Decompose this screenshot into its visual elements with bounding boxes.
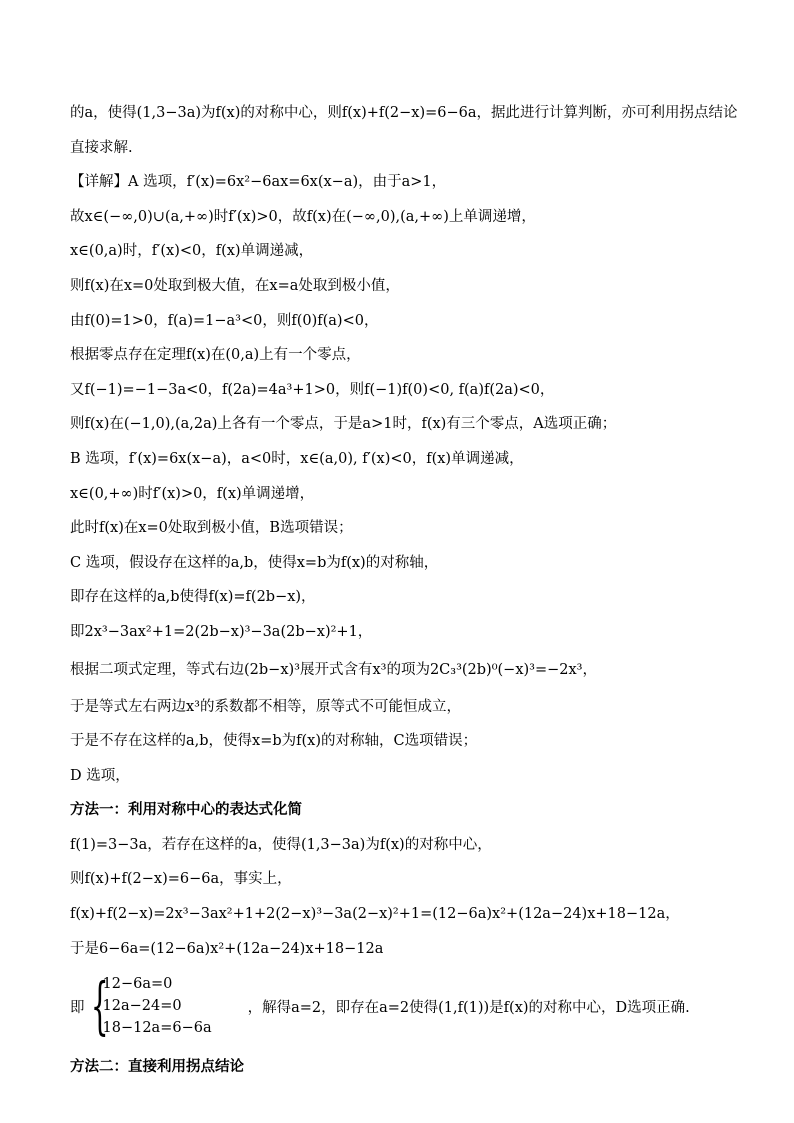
- text-line: 于是6−6a=(12−6a)x²+(12a−24)x+18−12a: [70, 940, 384, 957]
- text-line: 则f(x)在x=0处取到极大值，在x=a处取到极小值，: [70, 277, 400, 294]
- document-body: [70, 96, 750, 1085]
- left-brace: {: [90, 969, 109, 1043]
- text-line: 于是等式左右两边x³的系数都不相等，原等式不可能恒成立，: [70, 698, 461, 715]
- equation-system: [70, 968, 750, 1044]
- equation: 12−6a=0: [102, 976, 173, 993]
- system-suffix: ，解得a=2，即存在a=2使得(1,f(1))是f(x)的对称中心，D选项正确.: [247, 999, 690, 1016]
- text-line: f(x)+f(2−x)=2x³−3ax²+1+2(2−x)³−3a(2−x)²+1=(12−6a)x²+(12a−24)x+18−12a，: [70, 906, 680, 923]
- text-line: 根据零点存在定理f(x)在(0,a)上有一个零点，: [70, 347, 361, 364]
- text-line: 于是不存在这样的a,b，使得x=b为f(x)的对称轴，C选项错误；: [70, 733, 478, 750]
- equation-list: [103, 973, 212, 1039]
- equation: 12a−24=0: [102, 998, 182, 1015]
- text-line: 即2x³−3ax²+1=2(2b−x)³−3a(2b−x)²+1，: [70, 623, 373, 640]
- text-line: 的a，使得(1,3−3a)为f(x)的对称中心，则f(x)+f(2−x)=6−6a，据此进行计算判断，亦可利用拐点结论: [70, 105, 738, 121]
- text-line: 又f(−1)=−1−3a<0，f(2a)=4a³+1>0，则f(−1)f(0)<0, f(a)f(2a)<0，: [70, 381, 555, 398]
- text-line: x∈(0,a)时，f′(x)<0，f(x)单调递减，: [70, 243, 314, 260]
- method-one-heading: 方法一：利用对称中心的表达式化简: [70, 802, 302, 819]
- text-line: 故x∈(−∞,0)∪(a,+∞)时f′(x)>0，故f(x)在(−∞,0),(a,+∞)上单调递增，: [70, 208, 536, 225]
- text-line: 此时f(x)在x=0处取到极小值，B选项错误；: [70, 520, 353, 537]
- option-b-line: B 选项，f′(x)=6x(x−a)，a<0时，x∈(a,0), f′(x)<0，f(x)单调递减，: [70, 450, 524, 467]
- option-d-line: D 选项，: [70, 767, 130, 784]
- system-prefix: 即: [70, 999, 85, 1016]
- text-line: 则f(x)在(−1,0),(a,2a)上各有一个零点，于是a>1时，f(x)有三个零点，A选项正确；: [70, 416, 617, 433]
- text-line: 则f(x)+f(2−x)=6−6a，事实上，: [70, 871, 292, 888]
- text-line: 根据二项式定理，等式右边(2b−x)³展开式含有x³的项为2C₃³(2b)⁰(−x)³=−2x³，: [70, 661, 597, 678]
- method-two-heading: 方法二：直接利用拐点结论: [70, 1059, 244, 1076]
- option-c-line: C 选项，假设存在这样的a,b，使得x=b为f(x)的对称轴，: [70, 554, 439, 571]
- text-line: 直接求解.: [70, 139, 133, 156]
- text-line: 由f(0)=1>0，f(a)=1−a³<0，则f(0)f(a)<0，: [70, 312, 379, 329]
- text-line: f(1)=3−3a，若存在这样的a，使得(1,3−3a)为f(x)的对称中心，: [70, 836, 492, 853]
- text-line: x∈(0,+∞)时f′(x)>0，f(x)单调递增，: [70, 485, 315, 502]
- text-line: 即存在这样的a,b使得f(x)=f(2b−x)，: [70, 589, 316, 606]
- equation: 18−12a=6−6a: [102, 1020, 212, 1037]
- detail-heading-line: 【详解】A 选项，f′(x)=6x²−6ax=6x(x−a)，由于a>1，: [70, 174, 447, 191]
